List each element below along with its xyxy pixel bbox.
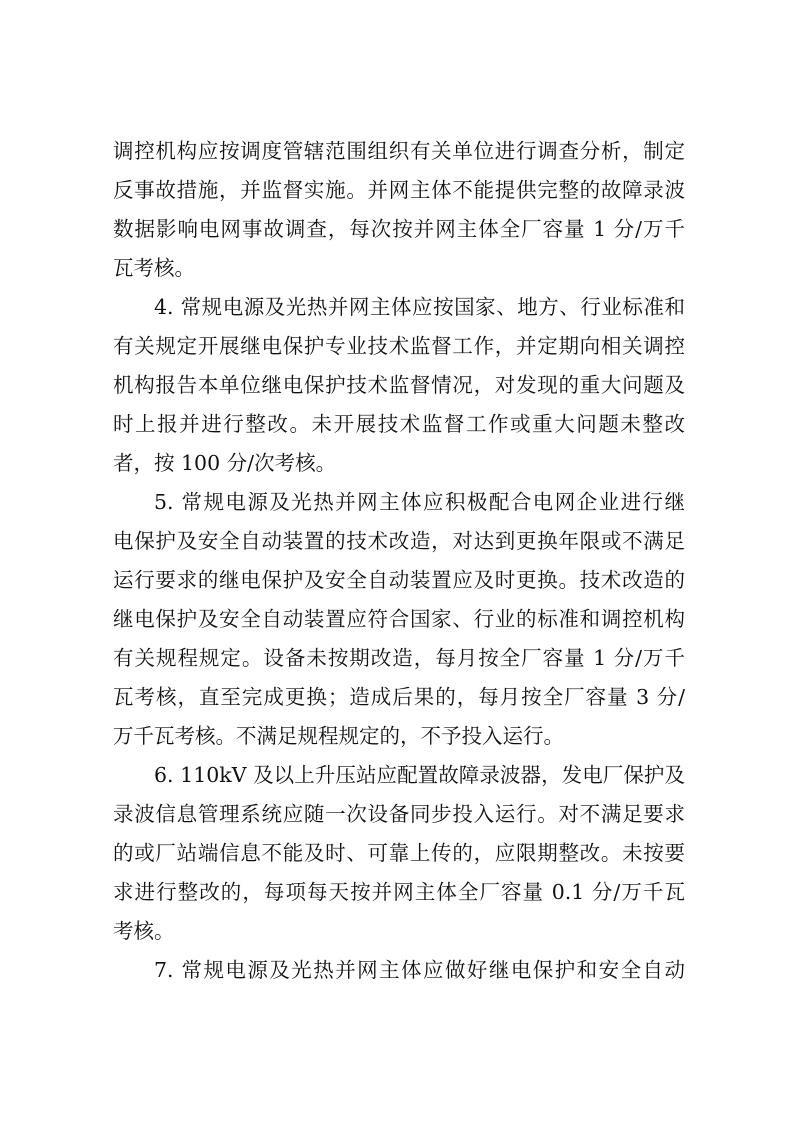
text-line: 调控机构应按调度管辖范围组织有关单位进行调查分析，制定 xyxy=(113,139,685,163)
text-line: 有关规定开展继电保护专业技术监督工作，并定期向相关调控 xyxy=(113,334,685,358)
paragraph-6-start: 6. 110kV 及以上升压站应配置故障录波器，发电厂保护及 xyxy=(154,763,685,787)
text-line: 求进行整改的，每项每天按并网主体全厂容量 0.1 分/万千瓦 xyxy=(113,880,685,904)
paragraph-7-start: 7. 常规电源及光热并网主体应做好继电保护和安全自动 xyxy=(154,958,685,982)
text-line: 有关规程规定。设备未按期改造，每月按全厂容量 1 分/万千 xyxy=(113,646,685,670)
text-line: 录波信息管理系统应随一次设备同步投入运行。对不满足要求 xyxy=(113,802,685,826)
text-line: 继电保护及安全自动装置应符合国家、行业的标准和调控机构 xyxy=(113,607,685,631)
text-line: 数据影响电网事故调查，每次按并网主体全厂容量 1 分/万千 xyxy=(113,217,685,241)
paragraph-4-start: 4. 常规电源及光热并网主体应按国家、地方、行业标准和 xyxy=(154,295,685,319)
text-line: 瓦考核，直至完成更换；造成后果的，每月按全厂容量 3 分/ xyxy=(113,685,685,709)
text-line: 瓦考核。 xyxy=(113,256,195,280)
text-line: 的或厂站端信息不能及时、可靠上传的，应限期整改。未按要 xyxy=(113,841,685,865)
text-line: 考核。 xyxy=(113,919,175,943)
text-line: 运行要求的继电保护及安全自动装置应及时更换。技术改造的 xyxy=(113,568,685,592)
paragraph-5-start: 5. 常规电源及光热并网主体应积极配合电网企业进行继 xyxy=(154,490,685,514)
text-line: 万千瓦考核。不满足规程规定的，不予投入运行。 xyxy=(113,724,564,748)
text-line: 反事故措施，并监督实施。并网主体不能提供完整的故障录波 xyxy=(113,178,685,202)
text-line: 电保护及安全自动装置的技术改造，对达到更换年限或不满足 xyxy=(113,529,685,553)
text-line: 者，按 100 分/次考核。 xyxy=(113,451,337,475)
text-line: 时上报并进行整改。未开展技术监督工作或重大问题未整改 xyxy=(113,412,685,436)
text-line: 机构报告本单位继电保护技术监督情况，对发现的重大问题及 xyxy=(113,373,685,397)
